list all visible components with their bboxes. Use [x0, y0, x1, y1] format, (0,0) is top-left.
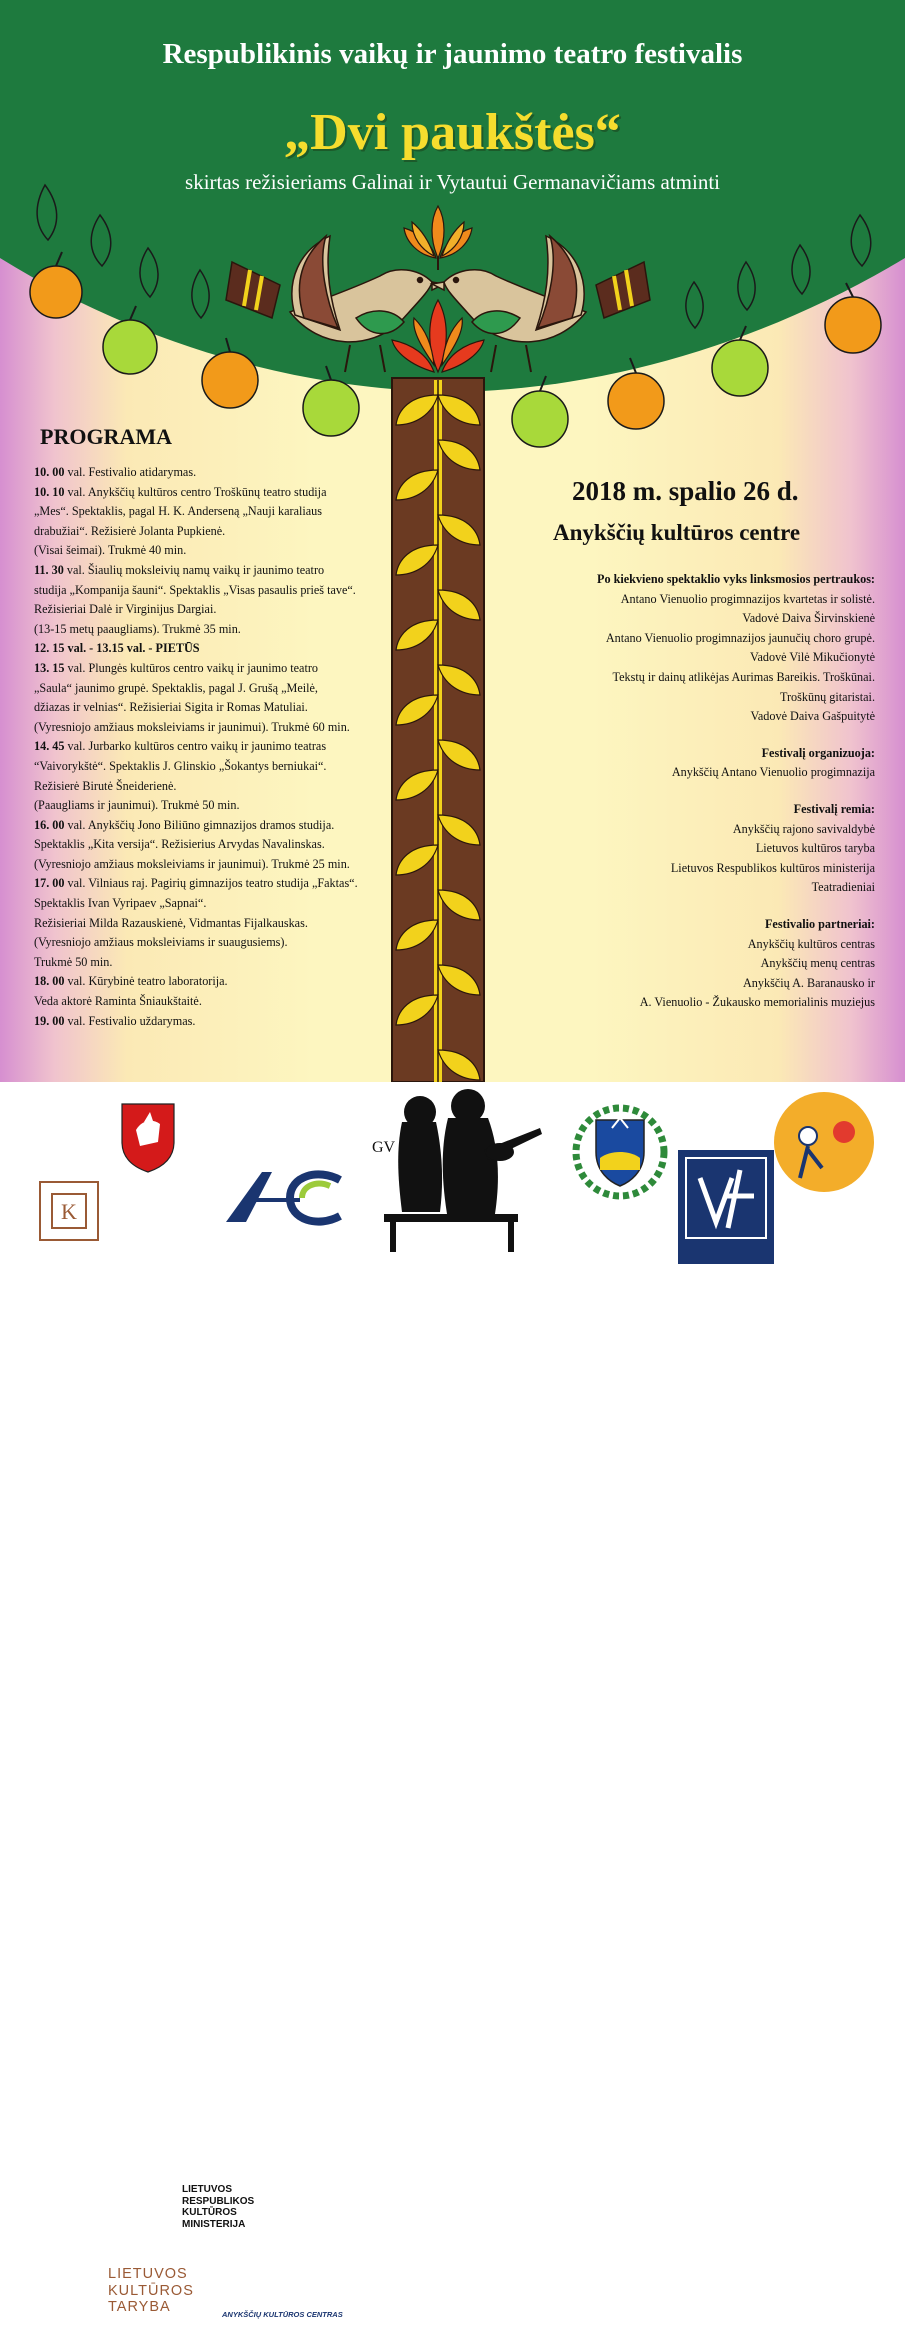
program-text: Spektaklis Ivan Vyripaev „Sapnai“.: [34, 896, 207, 911]
program-text: Režisierė Birutė Šneiderienė.: [34, 778, 177, 793]
festival-name: „Dvi paukštės“: [284, 104, 621, 161]
program-text: drabužiai“. Režisierė Jolanta Pupkienė.: [34, 523, 226, 538]
list-item: Lietuvos kultūros taryba: [755, 841, 875, 856]
program-list: [34, 463, 394, 1031]
program-line: [34, 698, 394, 718]
taryba-k-icon: [40, 1182, 98, 1240]
gimnazija-logo-text: ANYKŠČIŲ ANTANO VIENUOLIO PROGIMNAZIJA: [684, 2330, 768, 2343]
apple: [608, 373, 664, 429]
program-text: (Vyresniojo amžiaus moksleiviams ir suaugusiems).: [34, 935, 288, 950]
program-text: (13-15 metų paaugliams). Trukmė 35 min.: [34, 621, 241, 636]
program-text: džiazas ir velnias“. Režisieriai Sigita ir Romas Matuliai.: [34, 700, 308, 715]
program-line: [34, 541, 394, 561]
program-text: Režisieriai Milda Razauskienė, Vidmantas Fijalkauskas.: [34, 915, 308, 930]
apple: [202, 352, 258, 408]
program-text: val. Šiaulių moksleivių namų vaikų ir jaunimo teatro: [63, 562, 325, 577]
program-text: (Paaugliams ir jaunimui). Trukmė 50 min.: [34, 798, 240, 813]
festival-subtitle: skirtas režisieriams Galinai ir Vytautui Germanavičiams atminti: [185, 170, 720, 194]
sponsors-heading: Festivalį remia:: [793, 801, 875, 816]
list-item: Lietuvos Respublikos kultūros ministerija: [670, 860, 875, 875]
program-line: [34, 757, 394, 777]
program-text: val. Festivalio uždarymas.: [64, 1013, 196, 1028]
theatre-silhouettes-icon: [372, 1089, 542, 1252]
program-line: [34, 679, 394, 699]
program-line: [34, 522, 394, 542]
taryba-logo-text: LIETUVOS KULTŪROS TARYBA: [108, 2266, 194, 2315]
program-time: 19. 00: [34, 1013, 65, 1028]
program-line: [34, 992, 394, 1012]
program-line: [34, 737, 394, 757]
program-line: [34, 894, 394, 914]
program-line: [34, 659, 394, 679]
tree-trunk: [392, 378, 484, 1082]
apple: [30, 266, 82, 318]
program-time: 17. 00: [34, 876, 65, 891]
program-time: 11. 30: [34, 562, 64, 577]
event-date: 2018 m. spalio 26 d.: [572, 476, 799, 506]
event-venue: Anykščių kultūros centre: [553, 520, 801, 545]
list-item: Vadovė Daiva Širvinskienė: [742, 611, 875, 626]
list-item: Teatradieniai: [811, 880, 875, 895]
poster: [0, 0, 905, 1082]
program-text: „Mes“. Spektaklis, pagal H. K. Anderseną „Nauji karaliaus: [34, 504, 323, 519]
program-line: [34, 874, 394, 894]
program-time: 14. 45: [34, 739, 65, 754]
apple: [103, 320, 157, 374]
program-heading: PROGRAMA: [40, 424, 172, 449]
program-line: [34, 502, 394, 522]
program-text: val. Vilniaus raj. Pagirių gimnazijos teatro studija „Faktas“.: [64, 876, 358, 891]
program-time: 10. 10: [34, 484, 65, 499]
gimnazija-logo-icon: [678, 1150, 774, 1264]
program-text: Spektaklis „Kita versija“. Režisierius Arvydas Navalinskas.: [34, 837, 325, 852]
program-text: val. Anykščių Jono Biliūno gimnazijos dramos studija.: [64, 817, 335, 832]
program-time: 13. 15: [34, 660, 65, 675]
teatradieniai-logo-icon: [774, 1092, 874, 1192]
program-line: [34, 1012, 394, 1032]
program-time: 10. 00: [34, 465, 65, 479]
program-text: val. Jurbarko kultūros centro vaikų ir jaunimo teatras: [64, 739, 327, 754]
program-text: Trukmė 50 min.: [34, 954, 113, 969]
program-line: [34, 953, 394, 973]
program-line: [34, 620, 394, 640]
list-item: Anykščių menų centras: [760, 956, 875, 971]
program-line: [34, 855, 394, 875]
akc-logo-text: ANYKŠČIŲ KULTŪROS CENTRAS: [222, 2310, 343, 2319]
program-line: [34, 600, 394, 620]
list-item: Anykščių rajono savivaldybė: [732, 821, 875, 836]
sponsor-logos-bar: [0, 1082, 905, 2343]
apple: [825, 297, 881, 353]
program-line: [34, 463, 394, 483]
program-line: [34, 914, 394, 934]
program-text: Veda aktorė Raminta Šniaukštaitė.: [34, 994, 202, 1009]
list-item: Anykščių A. Baranausko ir: [742, 975, 875, 990]
festival-series-title: Respublikinis vaikų ir jaunimo teatro festivalis: [162, 38, 743, 70]
list-item: A. Vienuolio - Žukausko memorialinis muziejus: [639, 995, 875, 1010]
info-column: [515, 570, 875, 1013]
program-text: “Vaivorykštė“. Spektaklis J. Glinskio „Šokantys berniukai“.: [34, 758, 327, 773]
svg-text:GV: GV: [372, 1139, 396, 1156]
program-time: 18. 00: [34, 974, 65, 989]
ministry-logo-text: LIETUVOS RESPUBLIKOS KULTŪROS MINISTERIJA: [182, 2184, 255, 2230]
list-item: Troškūnų gitaristai.: [779, 689, 875, 704]
program-text: (Visai šeimai). Trukmė 40 min.: [34, 543, 187, 558]
list-item: Vadovė Vilė Mikučionytė: [750, 650, 875, 665]
program-line: [34, 718, 394, 738]
akc-logo-icon: [226, 1172, 340, 1222]
partners-heading: Festivalio partneriai:: [764, 916, 875, 931]
list-item: Anykščių Antano Vienuolio progimnazija: [671, 765, 875, 780]
program-text: „Saula“ jaunimo grupė. Spektaklis, pagal J. Grušą „Meilė,: [34, 680, 318, 695]
program-text: studija „Kompanija šauni“. Spektaklis „Visas pasaulis prieš tave“.: [34, 582, 356, 597]
list-item: Anykščių kultūros centras: [747, 936, 875, 951]
apple: [512, 391, 568, 447]
svg-text:K: K: [61, 1199, 77, 1224]
program-text: val. Festivalio atidarymas.: [64, 465, 197, 479]
program-text: val. Kūrybinė teatro laboratorija.: [64, 974, 228, 989]
program-line: [34, 933, 394, 953]
program-line: [34, 581, 394, 601]
list-item: Tekstų ir dainų atlikėjas Aurimas Bareikis. Troškūnai.: [612, 669, 875, 684]
logos-graphics: [0, 1082, 905, 1280]
organizer-heading: Festivalį organizuoja:: [761, 745, 875, 760]
list-item: Antano Vienuolio progimnazijos kvartetas ir solistė.: [620, 591, 875, 606]
program-line: [34, 561, 394, 581]
program-text: Režisieriai Dalė ir Virginijus Dargiai.: [34, 602, 217, 617]
list-item: Antano Vienuolio progimnazijos jaunučių choro grupė.: [605, 630, 875, 645]
program-line: [34, 777, 394, 797]
apple: [303, 380, 359, 436]
program-line: [34, 972, 394, 992]
program-line: [34, 639, 394, 659]
program-text: val. Anykščių kultūros centro Troškūnų teatro studija: [64, 484, 327, 499]
program-time: 12. 15 val. - 13.15 val. - PIETŪS: [34, 641, 200, 656]
list-item: Vadovė Daiva Gašpuitytė: [750, 709, 875, 724]
program-line: [34, 816, 394, 836]
program-time: 16. 00: [34, 817, 65, 832]
program-line: [34, 796, 394, 816]
program-line: [34, 483, 394, 503]
program-line: [34, 835, 394, 855]
program-text: (Vyresniojo amžiaus moksleiviams ir jaunimui). Trukmė 25 min.: [34, 856, 350, 871]
apple: [712, 340, 768, 396]
ministry-shield-icon: [122, 1104, 174, 1172]
program-text: (Vyresniojo amžiaus moksleiviams ir jaunimui). Trukmė 60 min.: [34, 719, 350, 734]
breaks-heading: Po kiekvieno spektaklio vyks linksmosios pertraukos:: [597, 572, 875, 586]
program-text: val. Plungės kultūros centro vaikų ir jaunimo teatro: [64, 660, 318, 675]
coat-of-arms-icon: [576, 1108, 664, 1196]
